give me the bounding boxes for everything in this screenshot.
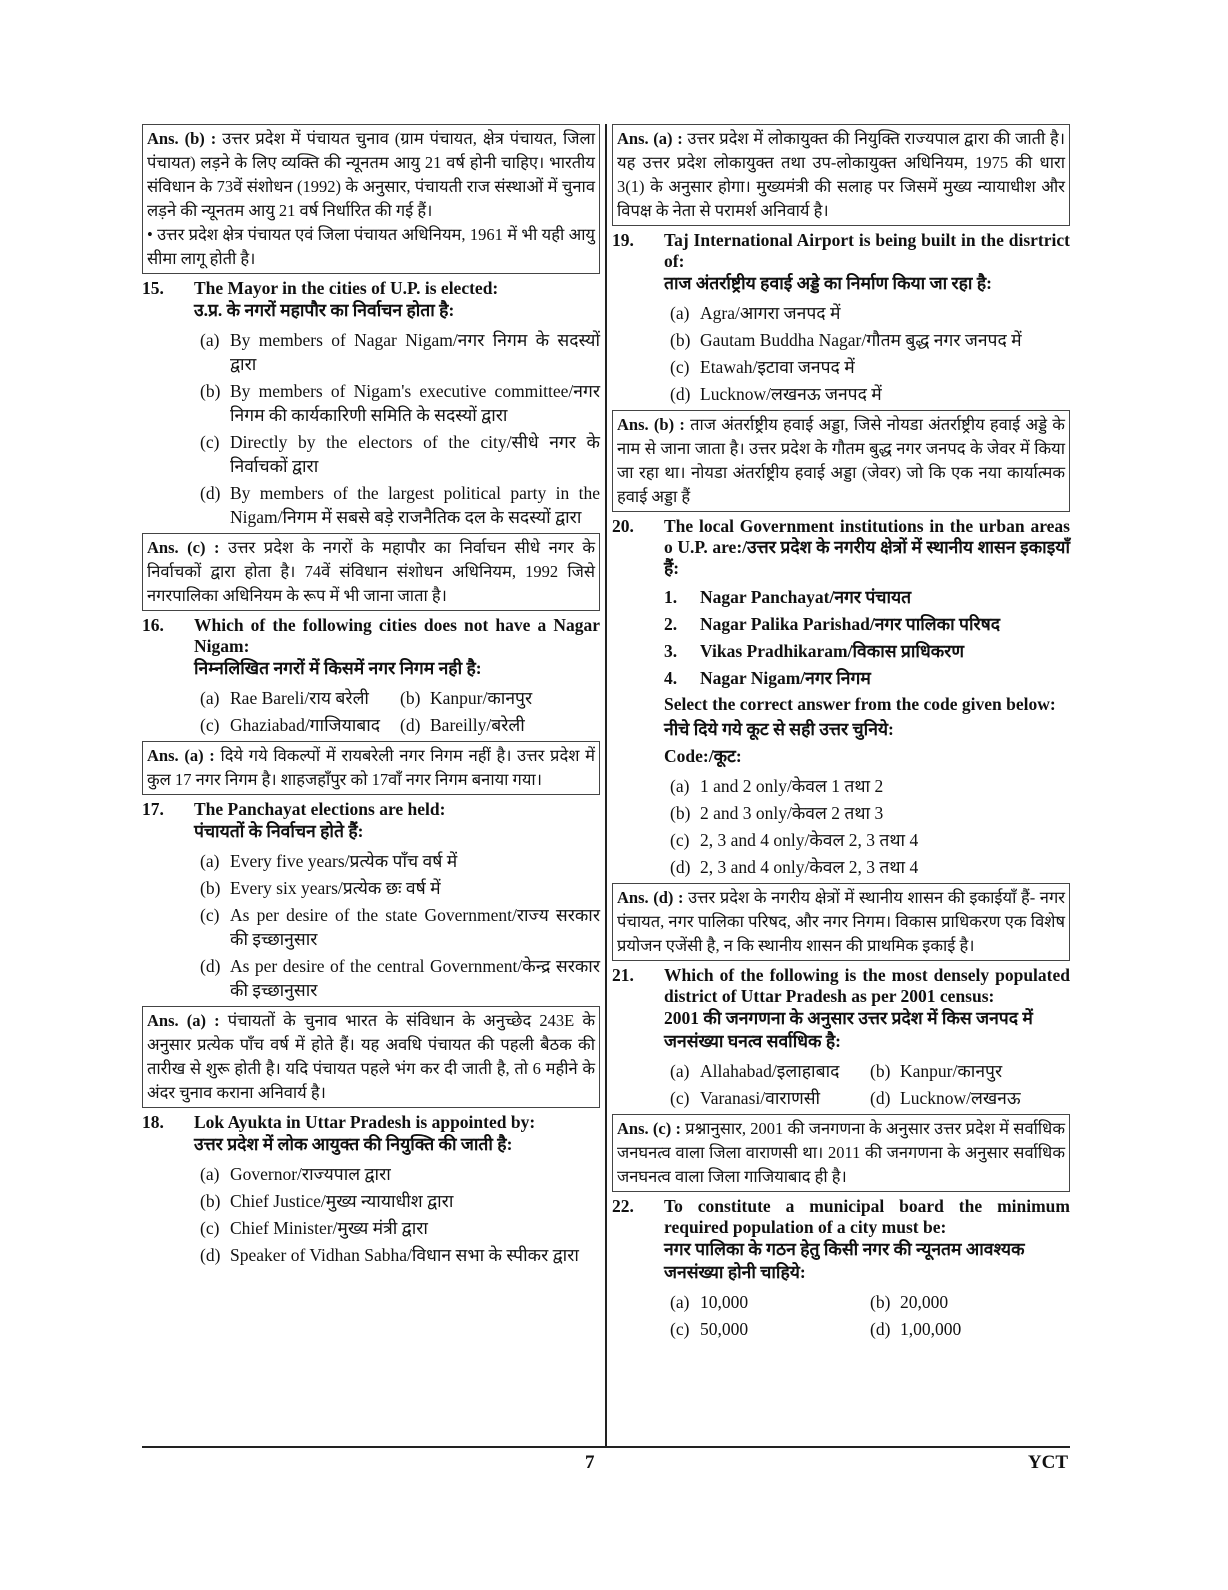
option-key: (b) — [670, 330, 691, 350]
option-text: Lucknow/लखनऊ — [900, 1088, 1021, 1108]
question-number: 21. — [612, 965, 634, 985]
answer-text: उत्तर प्रदेश में पंचायत चुनाव (ग्राम पंचायत, क्षेत्र पंचायत, जिला पंचायत) लड़ने के लिए व्यक्ति की न्यूनतम आयु 21 वर्ष होनी चाहिए। भारतीय संविधान के 73वें संशोधन (1992) के अनुसार, पंचायती राज संस्थाओं में चुनाव लड़ने की न्यूनतम आयु 21 वर्ष निर्धारित की गई हैं। — [147, 129, 595, 220]
question-text-en: The Panchayat elections are held: — [194, 799, 446, 819]
answer-box-21 — [612, 1114, 1070, 1192]
option-text: As per desire of the state Government/राज्य सरकार की इच्छानुसार — [230, 905, 600, 949]
question-text-en: Which of the following cities does not have a Nagar Nigam: — [194, 615, 600, 656]
question-17 — [142, 799, 600, 1002]
options-list — [200, 1162, 600, 1267]
option-key: (b) — [870, 1292, 891, 1312]
option-text: Allahabad/इलाहाबाद — [700, 1061, 840, 1081]
option-a — [200, 686, 400, 710]
option-key: (d) — [670, 384, 691, 404]
question-text-en: The Mayor in the cities of U.P. is elected: — [194, 278, 499, 298]
option-text: Varanasi/वाराणसी — [700, 1088, 821, 1108]
question-number: 19. — [612, 230, 634, 250]
question-text-en: Taj International Airport is being built in the disrtrict of: — [664, 230, 1070, 271]
question-number: 20. — [612, 516, 634, 536]
options-list — [200, 328, 600, 529]
answer-box-16 — [142, 741, 600, 795]
statement-text: Nagar Panchayat/नगर पंचायत — [700, 587, 912, 607]
option-key: (d) — [200, 956, 221, 976]
answer-label: Ans. (d) : — [617, 888, 684, 907]
option-a — [200, 1162, 600, 1186]
answer-label: Ans. (c) : — [617, 1119, 681, 1138]
question-number: 15. — [142, 278, 164, 298]
option-key: (a) — [670, 776, 690, 796]
option-key: (a) — [670, 1061, 690, 1081]
option-text: 20,000 — [900, 1292, 949, 1312]
question-text-hi: उत्तर प्रदेश में लोक आयुक्त की नियुक्ति की जाती है: — [194, 1134, 513, 1154]
left-column — [142, 124, 600, 1271]
question-16 — [142, 615, 600, 737]
statement-number: 2. — [664, 614, 678, 634]
option-text: Every six years/प्रत्येक छः वर्ष में — [230, 878, 441, 898]
option-b — [400, 686, 600, 710]
option-text: Every five years/प्रत्येक पाँच वर्ष में — [230, 851, 458, 871]
option-key: (c) — [200, 1218, 220, 1238]
option-key: (c) — [200, 432, 220, 452]
option-text: Kanpur/कानपुर — [430, 688, 533, 708]
option-key: (a) — [200, 851, 220, 871]
option-text: Gautam Buddha Nagar/गौतम बुद्ध नगर जनपद में — [700, 330, 1022, 350]
option-key: (b) — [200, 1191, 221, 1211]
select-instruction-en: Select the correct answer from the code given below: — [664, 694, 1056, 714]
options-list — [670, 1059, 1070, 1110]
option-text: 2, 3 and 4 only/केवल 2, 3 तथा 4 — [700, 857, 919, 877]
option-text: By members of Nigam's executive committee/नगर निगम की कार्यकारिणी समिति के सदस्यों द्वारा — [230, 381, 600, 425]
options-list — [200, 686, 600, 737]
footer-rule — [142, 1446, 1070, 1448]
option-b — [870, 1290, 1070, 1314]
option-d — [200, 954, 600, 1002]
question-21 — [612, 965, 1070, 1110]
option-text: 50,000 — [700, 1319, 749, 1339]
option-key: (a) — [200, 1164, 220, 1184]
option-a — [670, 774, 1070, 798]
options-list — [670, 774, 1070, 879]
answer-text: पंचायतों के चुनाव भारत के संविधान के अनुच्छेद 243E के अनुसार प्रत्येक पाँच वर्ष में होते हैं। यह अवधि पंचायत की पहली बैठक की तारीख से शुरू होती है। यदि पंचायत पहले भंग कर दी जाती है, तो 6 महीने के अंदर चुनाव कराना अनिवार्य है। — [147, 1011, 596, 1102]
option-a — [670, 301, 1070, 325]
column-divider — [605, 124, 607, 1446]
option-b — [200, 1189, 600, 1213]
statement-number: 4. — [664, 668, 678, 688]
answer-label: Ans. (b) : — [147, 129, 217, 148]
option-key: (c) — [670, 1319, 690, 1339]
question-text-hi: निम्नलिखित नगरों में किसमें नगर निगम नही है: — [194, 658, 482, 678]
statement-text: Vikas Pradhikaram/विकास प्राधिकरण — [700, 641, 964, 661]
statement-number: 3. — [664, 641, 678, 661]
option-d — [670, 382, 1070, 406]
option-key: (d) — [200, 1245, 221, 1265]
option-text: Rae Bareli/राय बरेली — [230, 688, 369, 708]
option-text: Ghaziabad/गाजियाबाद — [230, 715, 381, 735]
option-d — [200, 481, 600, 529]
answer-text: प्रश्नानुसार, 2001 की जनगणना के अनुसार उत्तर प्रदेश में सर्वाधिक जनघनत्व वाला जिला वाराणसी था। 2011 की जनगणना के अनुसार सर्वाधिक जनघनत्व वाला जिला गाजियाबाद ही है। — [617, 1119, 1065, 1186]
answer-box-14 — [142, 124, 600, 274]
option-a — [200, 849, 600, 873]
question-number: 22. — [612, 1196, 634, 1216]
question-number: 16. — [142, 615, 164, 635]
option-d — [200, 1243, 600, 1267]
option-key: (b) — [870, 1061, 891, 1081]
publisher-brand: YCT — [1027, 1452, 1068, 1473]
option-text: By members of the largest political party in the Nigam/निगम में सबसे बड़े राजनैतिक दल के सदस्यों द्वारा — [230, 483, 600, 527]
option-key: (d) — [870, 1319, 891, 1339]
option-c — [670, 355, 1070, 379]
option-key: (d) — [200, 483, 221, 503]
statement-4 — [664, 666, 1070, 690]
option-key: (a) — [670, 1292, 690, 1312]
option-text: 1,00,000 — [900, 1319, 962, 1339]
page-number: 7 — [585, 1452, 595, 1473]
question-text-hi: उ.प्र. के नगरों महापौर का निर्वाचन होता है: — [194, 300, 455, 320]
question-text-en: Lok Ayukta in Uttar Pradesh is appointed by: — [194, 1112, 536, 1132]
option-key: (c) — [670, 1088, 690, 1108]
options-list — [670, 1290, 1070, 1341]
option-key: (b) — [670, 803, 691, 823]
question-19 — [612, 230, 1070, 406]
option-text: By members of Nagar Nigam/नगर निगम के सदस्यों द्वारा — [230, 330, 600, 374]
answer-bullet: • उत्तर प्रदेश क्षेत्र पंचायत एवं जिला पंचायत अधिनियम, 1961 में भी यही आयु सीमा लागू होती है। — [147, 225, 595, 268]
option-key: (c) — [200, 715, 220, 735]
statement-1 — [664, 585, 1070, 609]
statement-text: Nagar Palika Parishad/नगर पालिका परिषद — [700, 614, 1001, 634]
option-text: Kanpur/कानपुर — [900, 1061, 1003, 1081]
question-22 — [612, 1196, 1070, 1341]
option-a — [670, 1059, 870, 1083]
option-text: Lucknow/लखनऊ जनपद में — [700, 384, 882, 404]
option-b — [670, 801, 1070, 825]
option-c — [200, 903, 600, 951]
option-c — [670, 1086, 870, 1110]
option-c — [200, 430, 600, 478]
option-b — [200, 379, 600, 427]
option-text: As per desire of the central Government/केन्द्र सरकार की इच्छानुसार — [230, 956, 600, 1000]
option-b — [670, 328, 1070, 352]
statement-3 — [664, 639, 1070, 663]
answer-label: Ans. (a) : — [617, 129, 683, 148]
option-key: (c) — [200, 905, 220, 925]
question-text-hi: नगर पालिका के गठन हेतु किसी नगर की न्यूनतम आवश्यक जनसंख्या होनी चाहिये: — [664, 1239, 1025, 1282]
answer-box-19 — [612, 410, 1070, 512]
answer-label: Ans. (a) : — [147, 1011, 220, 1030]
option-b — [870, 1059, 1070, 1083]
question-text-hi: 2001 की जनगणना के अनुसार उत्तर प्रदेश में किस जनपद में जनसंख्या घनत्व सर्वाधिक है: — [664, 1008, 1033, 1051]
option-d — [670, 855, 1070, 879]
option-text: Chief Justice/मुख्य न्यायाधीश द्वारा — [230, 1191, 454, 1211]
option-key: (d) — [870, 1088, 891, 1108]
option-text: Agra/आगरा जनपद में — [700, 303, 841, 323]
answer-box-17 — [142, 1006, 600, 1108]
question-18 — [142, 1112, 600, 1267]
select-instruction-hi: नीचे दिये गये कूट से सही उत्तर चुनिये: — [664, 719, 894, 739]
option-text: Chief Minister/मुख्य मंत्री द्वारा — [230, 1218, 428, 1238]
option-d — [870, 1317, 1070, 1341]
option-text: Speaker of Vidhan Sabha/विधान सभा के स्पीकर द्वारा — [230, 1245, 579, 1265]
option-key: (c) — [670, 357, 690, 377]
option-a — [200, 328, 600, 376]
option-key: (b) — [200, 381, 221, 401]
answer-text: उत्तर प्रदेश के नगरीय क्षेत्रों में स्थानीय शासन की इकाईयाँ हैं- नगर पंचायत, नगर पालिका परिषद, और नगर निगम। विकास प्राधिकरण एक विशेष प्रयोजन एजेंसी है, न कि स्थानीय शासन की प्राथमिक इकाई है। — [617, 888, 1066, 955]
option-d — [870, 1086, 1070, 1110]
options-list — [200, 849, 600, 1002]
option-key: (d) — [670, 857, 691, 877]
option-text: Governor/राज्यपाल द्वारा — [230, 1164, 391, 1184]
option-c — [670, 828, 1070, 852]
answer-text: ताज अंतर्राष्ट्रीय हवाई अड्डा, जिसे नोयडा अंतर्राष्ट्रीय हवाई अड्डे के नाम से जाना जाता है। उत्तर प्रदेश के गौतम बुद्ध नगर जनपद के जेवर में किया जा रहा था। नोयडा अंतर्राष्ट्रीय हवाई अड्डा (जेवर) जो कि एक नया कार्यात्मक हवाई अड्डा हैं — [617, 415, 1065, 506]
option-c — [670, 1317, 870, 1341]
option-key: (a) — [670, 303, 690, 323]
answer-box-18 — [612, 124, 1070, 226]
statements-list — [664, 585, 1070, 690]
option-key: (b) — [200, 878, 221, 898]
option-key: (a) — [200, 688, 220, 708]
option-text: 10,000 — [700, 1292, 749, 1312]
question-text-en: To constitute a municipal board the minimum required population of a city must be: — [664, 1196, 1070, 1237]
option-text: 1 and 2 only/केवल 1 तथा 2 — [700, 776, 884, 796]
option-text: Etawah/इटावा जनपद में — [700, 357, 855, 377]
option-text: 2, 3 and 4 only/केवल 2, 3 तथा 4 — [700, 830, 919, 850]
option-text: Directly by the electors of the city/सीधे नगर के निर्वाचकों द्वारा — [230, 432, 600, 476]
option-a — [670, 1290, 870, 1314]
options-list — [670, 301, 1070, 406]
question-number: 17. — [142, 799, 164, 819]
question-20 — [612, 516, 1070, 879]
option-c — [200, 1216, 600, 1240]
answer-label: Ans. (b) : — [617, 415, 685, 434]
question-text-hi: ताज अंतर्राष्ट्रीय हवाई अड्डे का निर्माण किया जा रहा है: — [664, 273, 992, 293]
option-key: (c) — [670, 830, 690, 850]
option-key: (a) — [200, 330, 220, 350]
option-text: 2 and 3 only/केवल 2 तथा 3 — [700, 803, 884, 823]
question-text: The local Government institutions in the urban areas o U.P. are:/उत्तर प्रदेश के नगरीय क्षेत्रों में स्थानीय शासन इकाइयाँ हैं: — [664, 516, 1070, 578]
answer-label: Ans. (a) : — [147, 746, 215, 765]
option-key: (b) — [400, 688, 421, 708]
option-b — [200, 876, 600, 900]
statement-2 — [664, 612, 1070, 636]
answer-box-20 — [612, 883, 1070, 961]
option-c — [200, 713, 400, 737]
answer-label: Ans. (c) : — [147, 538, 220, 557]
answer-box-15 — [142, 533, 600, 611]
option-text: Bareilly/बरेली — [430, 715, 525, 735]
option-d — [400, 713, 600, 737]
question-number: 18. — [142, 1112, 164, 1132]
code-label: Code:/कूट: — [664, 746, 742, 766]
answer-text: दिये गये विकल्पों में रायबरेली नगर निगम नहीं है। उत्तर प्रदेश में कुल 17 नगर निगम है। शाहजहाँपुर को 17वाँ नगर निगम बनाया गया। — [147, 746, 595, 789]
question-text-en: Which of the following is the most densely populated district of Uttar Pradesh as per 2001 census: — [664, 965, 1070, 1006]
right-column — [612, 124, 1070, 1345]
question-text-hi: पंचायतों के निर्वाचन होते हैं: — [194, 821, 364, 841]
question-15 — [142, 278, 600, 529]
statement-text: Nagar Nigam/नगर निगम — [700, 668, 871, 688]
option-key: (d) — [400, 715, 421, 735]
statement-number: 1. — [664, 587, 678, 607]
answer-text: उत्तर प्रदेश के नगरों के महापौर का निर्वाचन सीधे नगर के निर्वाचकों द्वारा होता है। 74वें संविधान संशोधन अधिनियम, 1992 जिसे नगरपालिका अधिनियम के रूप में भी जाना जाता है। — [147, 538, 596, 605]
answer-text: उत्तर प्रदेश में लोकायुक्त की नियुक्ति राज्यपाल द्वारा की जाती है। यह उत्तर प्रदेश लोकायुक्त तथा उप-लोकायुक्त अधिनियम, 1975 की धारा 3(1) के अनुसार होगा। मुख्यमंत्री की सलाह पर जिसमें मुख्य न्यायाधीश और विपक्ष के नेता से परामर्श अनिवार्य है। — [617, 129, 1065, 220]
